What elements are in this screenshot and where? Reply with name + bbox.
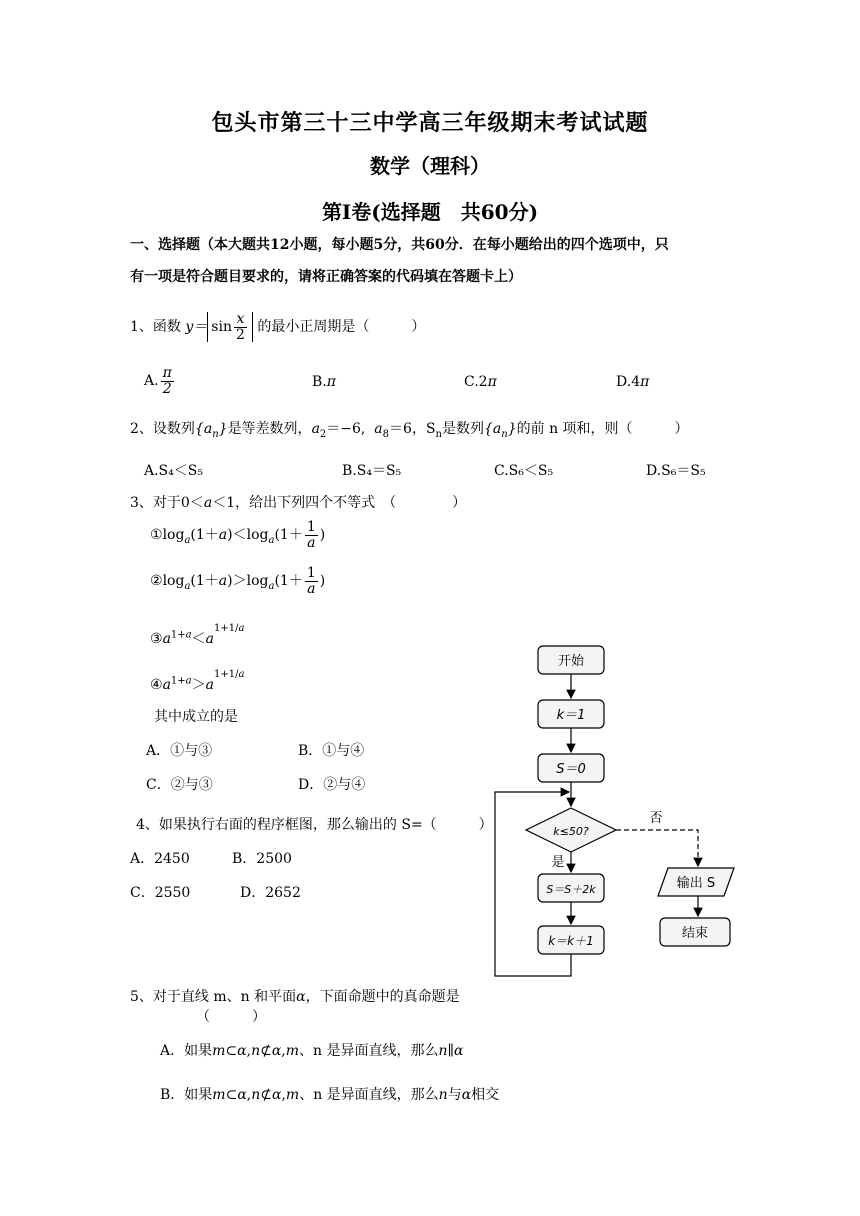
q2-option-d: D.S₆＝S₅ <box>646 463 706 479</box>
update-s-label: S＝S＋2k <box>546 883 596 896</box>
q1-option-c: C.2π <box>464 374 497 390</box>
q4-option-c: C．2550 <box>130 885 191 901</box>
q1-option-d: D.4π <box>616 374 650 390</box>
q3-option-d: D．②与④ <box>298 777 366 793</box>
q3-item-1: $①\log_a(1+a)<\log_a(1+$ $\frac{1}{a}$ ) <box>150 519 326 551</box>
q1-abs-sin: sin $\frac{x}{2}$ <box>207 312 253 342</box>
q1-prefix: 1、函数 <box>130 319 181 336</box>
exam-title: 包头市第三十三中学高三年级期末考试试题 <box>211 110 649 136</box>
instructions-line2: 有一项是符合题目要求的，请将正确答案的代码填在答题卡上） <box>130 269 522 285</box>
exam-subtitle: 数学（理科） <box>370 154 490 178</box>
q3-conclusion: 其中成立的是 <box>154 709 238 725</box>
q2-option-a: A.S₄＜S₅ <box>144 463 203 479</box>
yes-label: 是 <box>551 855 565 870</box>
q3-item-2: $②\log_a(1+a)>\log_a(1+$ $\frac{1}{a}$ ) <box>150 565 326 597</box>
update-k-label: k＝k＋1 <box>548 934 594 948</box>
end-label: 结束 <box>681 926 709 941</box>
q2-option-c: C.S₆＜S₅ <box>494 463 554 479</box>
q5-option-a: A．如果m⊂α,n⊄α,m、n 是异面直线，那么n∥α <box>160 1043 464 1059</box>
q4-option-b: B．2500 <box>232 851 292 867</box>
start-label: 开始 <box>557 654 585 669</box>
q4-option-a: A．2450 <box>130 851 190 867</box>
question-3: 3、对于0＜a＜1，给出下列四个不等式 （ ） <box>130 495 467 511</box>
s-init-label: S＝0 <box>556 762 586 777</box>
q1-option-b: B.π <box>312 374 336 390</box>
q1-option-a: A. $\frac{\pi}{2}$ <box>144 365 172 397</box>
q3-option-c: C．②与③ <box>146 777 213 793</box>
q3-item-4: $④a^{1+a}>a^{1+1/a}$ <box>150 669 245 693</box>
instructions-line1: 一、选择题（本大题共12小题，每小题5分，共60分．在每小题给出的四个选项中，只 <box>130 237 669 253</box>
q5-option-b: B．如果m⊂α,n⊄α,m、n 是异面直线，那么n与α相交 <box>160 1087 500 1103</box>
output-label: 输出 S <box>676 876 716 891</box>
q4-option-d: D．2652 <box>240 885 301 901</box>
section-title: 第Ⅰ卷(选择题 共60分) <box>321 200 539 224</box>
k-init-label: k＝1 <box>556 708 586 723</box>
no-label: 否 <box>649 811 663 826</box>
program-flowchart <box>490 640 770 980</box>
question-1 <box>130 312 425 342</box>
question-5: 5、对于直线 m、n 和平面α，下面命题中的真命题是 <box>130 989 460 1005</box>
condition-label: k≤50? <box>553 825 589 838</box>
q2-option-b: B.S₄＝S₅ <box>342 463 402 479</box>
q1-formula: y＝ <box>185 319 208 336</box>
question-4: 4、如果执行右面的程序框图，那么输出的 S=（ ） <box>136 817 493 833</box>
q1-suffix: 的最小正周期是（ ） <box>257 319 426 336</box>
q3-option-a: A．①与③ <box>146 743 213 759</box>
q3-item-3: $③a^{1+a}<a^{1+1/a}$ <box>150 623 245 647</box>
q3-option-b: B．①与④ <box>298 743 365 759</box>
q5-bracket: （ ） <box>196 1009 266 1025</box>
question-2: 2、设数列$\{a_n\}$是等差数列，$a_2=-6$, $a_8=6$，$S_n$是数列$\{a_n\}$的前 n 项和，则（ ） <box>130 421 689 440</box>
